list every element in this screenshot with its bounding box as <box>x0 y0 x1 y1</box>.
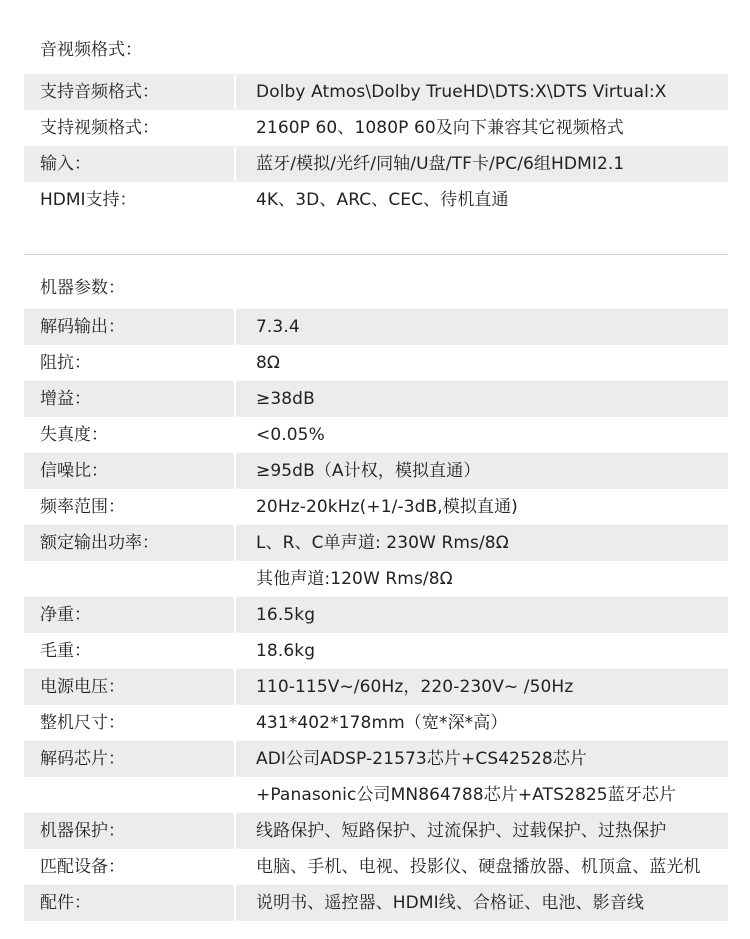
section-divider <box>24 254 728 255</box>
row-value: <0.05% <box>256 425 325 445</box>
row-label: 支持音频格式： <box>40 82 159 102</box>
row-label: 额定输出功率： <box>40 533 159 553</box>
row-label: 增益： <box>40 389 91 409</box>
table-row <box>24 849 728 885</box>
row-label: 净重： <box>40 605 91 625</box>
row-value: 4K、3D、ARC、CEC、待机直通 <box>256 190 509 210</box>
row-label: 失真度： <box>40 425 108 445</box>
row-label: 输入： <box>40 154 91 174</box>
table-row <box>24 381 728 417</box>
row-label: 整机尺寸： <box>40 713 125 733</box>
table-row <box>24 453 728 489</box>
row-label: HDMI支持： <box>40 190 137 210</box>
table-row <box>24 597 728 633</box>
section-title-machine-params: 机器参数： <box>40 278 125 298</box>
row-label: 配件： <box>40 893 91 913</box>
row-value: 7.3.4 <box>256 317 300 337</box>
row-value: Dolby Atmos\Dolby TrueHD\DTS:X\DTS Virtual:X <box>256 82 667 102</box>
row-value: 20Hz-20kHz(+1/-3dB,模拟直通) <box>256 497 518 517</box>
table-row <box>24 777 728 813</box>
table-row <box>24 417 728 453</box>
table-row <box>24 110 728 146</box>
table-row <box>24 705 728 741</box>
row-label: 信噪比： <box>40 461 108 481</box>
table-row <box>24 182 728 218</box>
row-label: 支持视频格式： <box>40 118 159 138</box>
row-label: 阻抗： <box>40 353 91 373</box>
row-value: 2160P 60、1080P 60及向下兼容其它视频格式 <box>256 118 624 138</box>
table-row <box>24 561 728 597</box>
spec-table-machine-params <box>24 309 728 921</box>
row-value: 电脑、手机、电视、投影仪、硬盘播放器、机顶盒、蓝光机 <box>256 857 701 877</box>
row-label: 毛重： <box>40 641 91 661</box>
row-label: 解码芯片： <box>40 749 125 769</box>
row-value: 110-115V~/60Hz，220-230V~ /50Hz <box>256 677 574 697</box>
row-value: +Panasonic公司MN864788芯片+ATS2825蓝牙芯片 <box>256 785 677 805</box>
row-label: 解码输出： <box>40 317 125 337</box>
row-value: 431*402*178mm（宽*深*高） <box>256 713 508 733</box>
table-row <box>24 74 728 110</box>
table-row <box>24 633 728 669</box>
row-value: 16.5kg <box>256 605 316 625</box>
table-row <box>24 525 728 561</box>
row-value: 18.6kg <box>256 641 316 661</box>
table-row <box>24 669 728 705</box>
row-label: 匹配设备： <box>40 857 125 877</box>
row-value: 其他声道:120W Rms/8Ω <box>256 569 453 589</box>
table-row <box>24 885 728 921</box>
row-value: 8Ω <box>256 353 281 373</box>
row-value: 蓝牙/模拟/光纤/同轴/U盘/TF卡/PC/6组HDMI2.1 <box>256 154 625 174</box>
row-value: 说明书、遥控器、HDMI线、合格证、电池、影音线 <box>256 893 644 913</box>
table-row <box>24 489 728 525</box>
section-title-av-formats: 音视频格式： <box>40 40 142 60</box>
row-label: 频率范围： <box>40 497 125 517</box>
row-value: 线路保护、短路保护、过流保护、过载保护、过热保护 <box>256 821 667 841</box>
table-row <box>24 813 728 849</box>
row-value: L、R、C单声道: 230W Rms/8Ω <box>256 533 509 553</box>
row-value: ≥95dB（A计权，模拟直通） <box>256 461 481 481</box>
row-value: ADI公司ADSP-21573芯片+CS42528芯片 <box>256 749 588 769</box>
table-row <box>24 309 728 345</box>
row-label: 电源电压： <box>40 677 125 697</box>
row-value: ≥38dB <box>256 389 315 409</box>
table-row <box>24 146 728 182</box>
row-label: 机器保护： <box>40 821 125 841</box>
table-row <box>24 741 728 777</box>
spec-table-av-formats <box>24 74 728 218</box>
table-row <box>24 345 728 381</box>
